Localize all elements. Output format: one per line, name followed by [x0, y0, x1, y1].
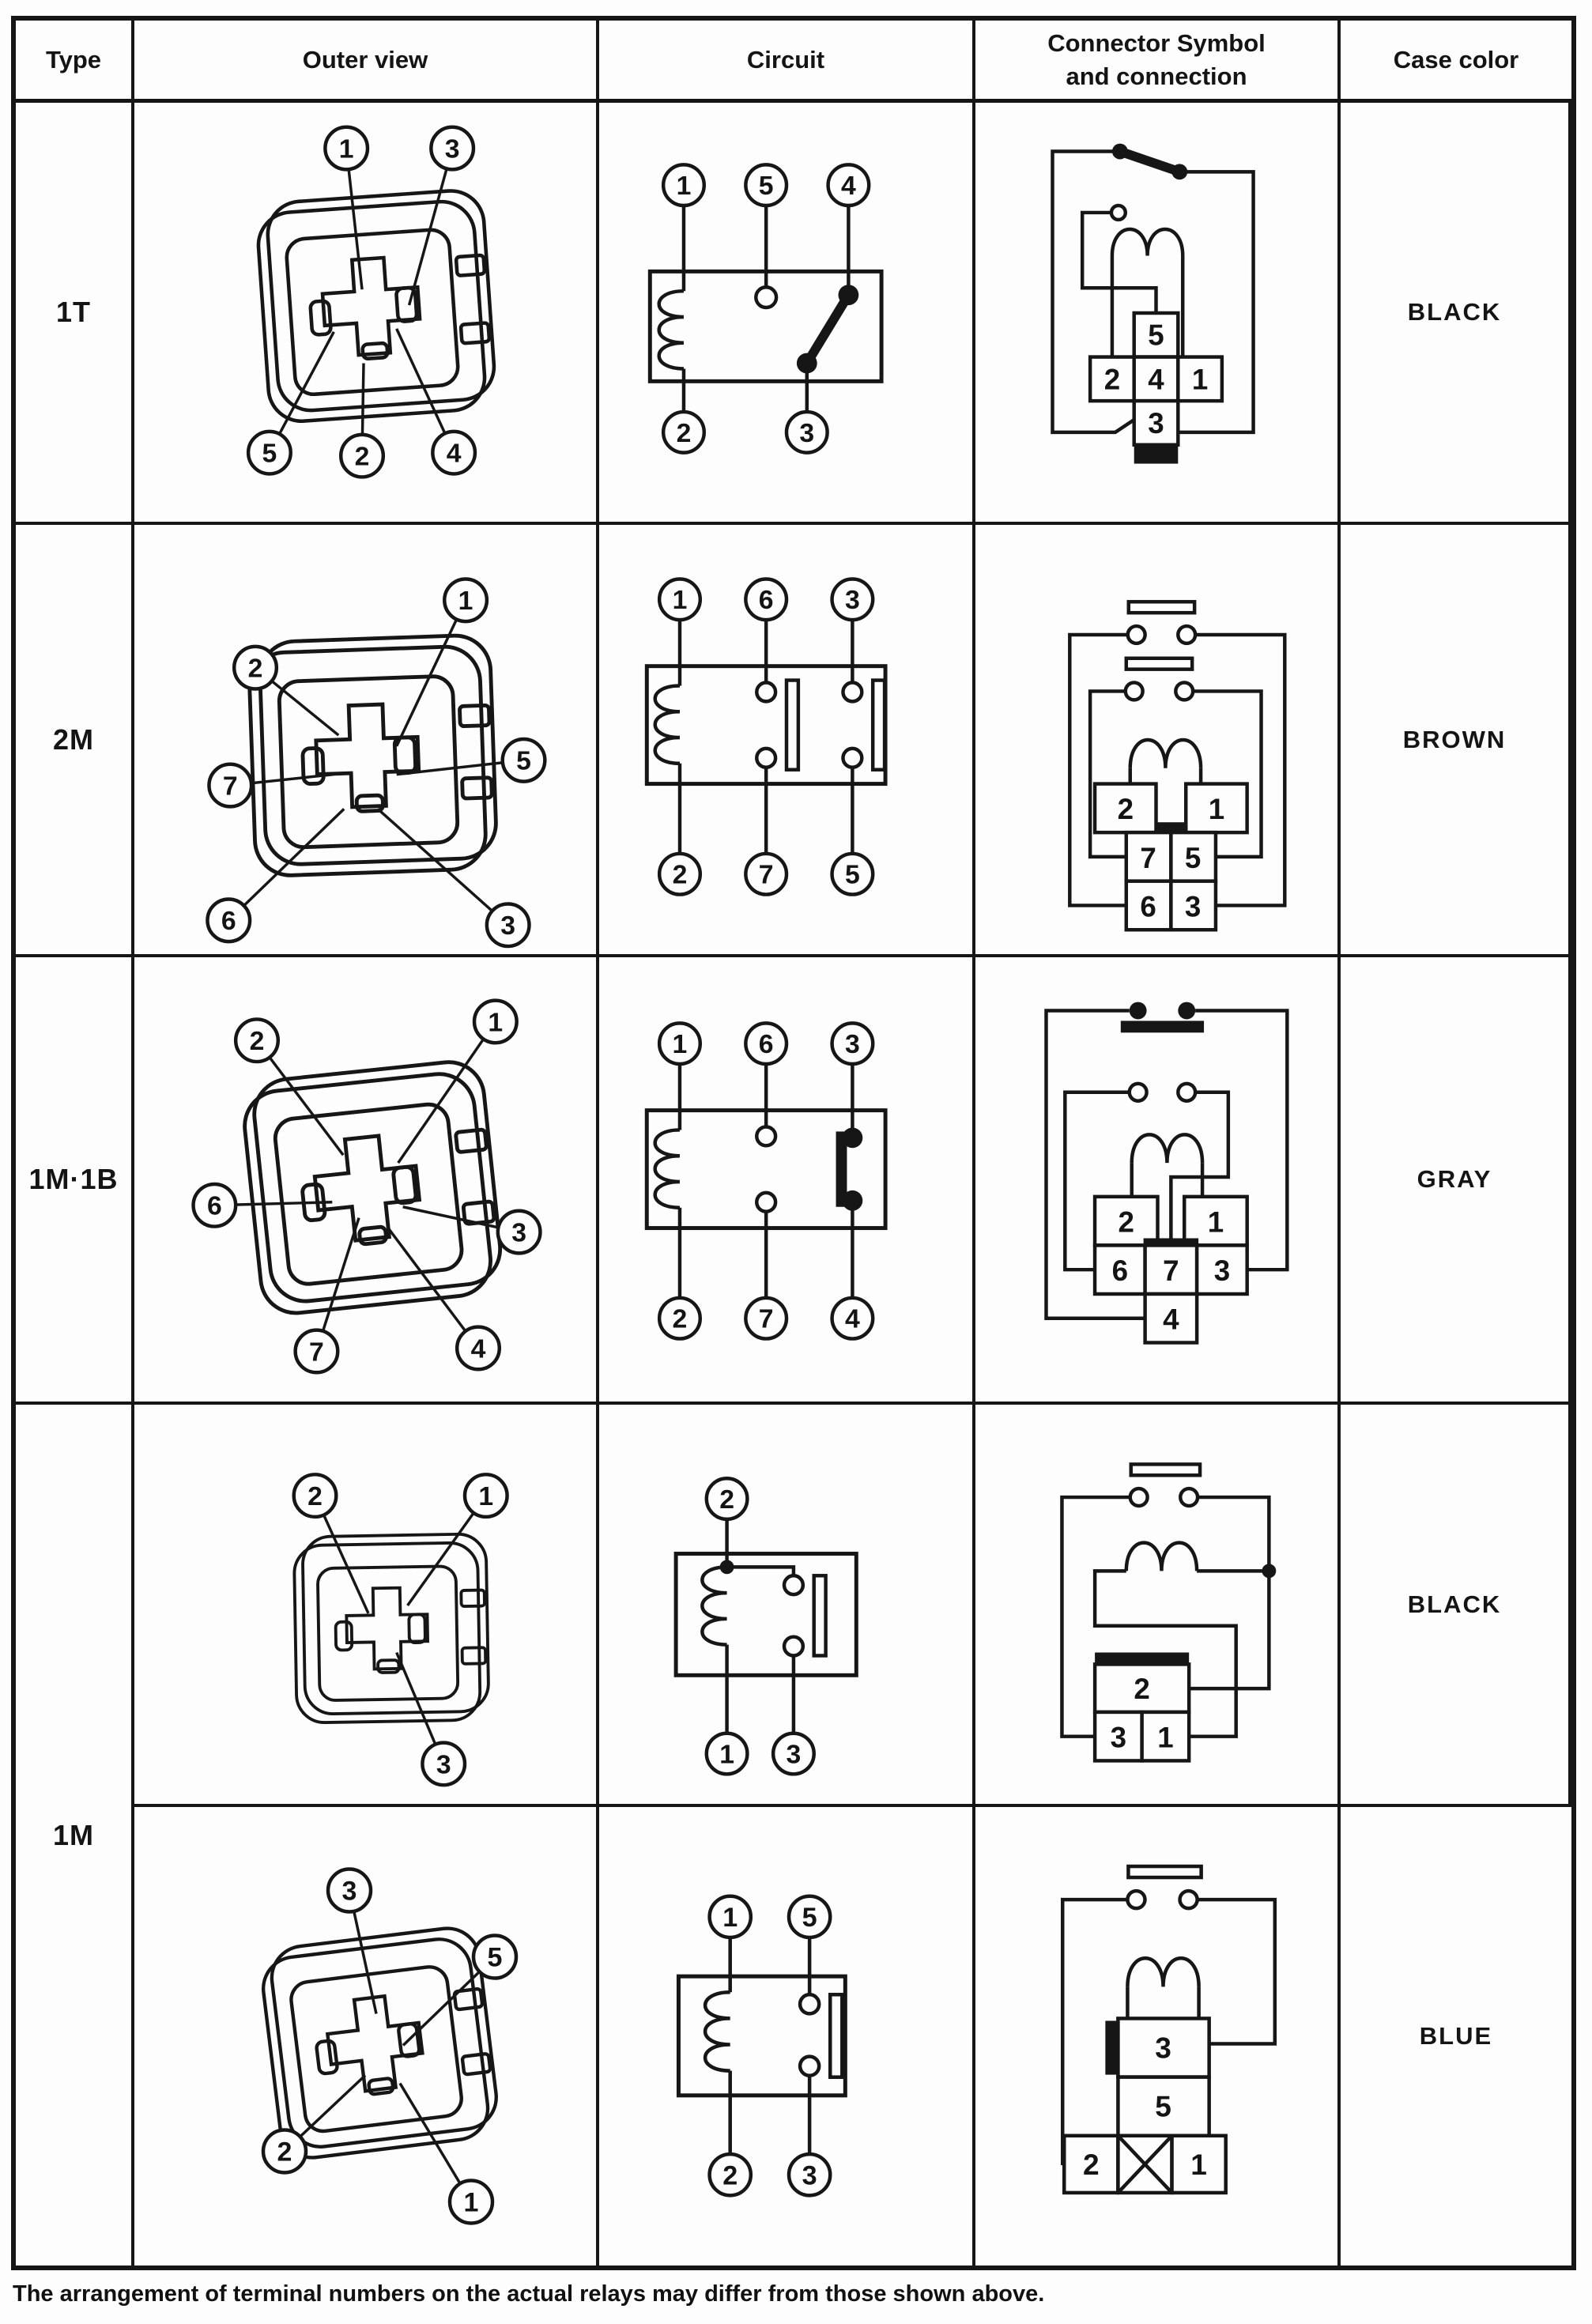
svg-text:3: 3 [786, 1739, 802, 1770]
case-color-1m1b: GRAY [1341, 957, 1571, 1405]
callout-number: 7 [309, 1337, 324, 1368]
svg-text:3: 3 [1184, 890, 1202, 923]
circuit-1m-black [599, 1405, 975, 1807]
callout-number: 2 [277, 2137, 292, 2167]
callout-number: 3 [511, 1217, 527, 1248]
svg-text:7: 7 [1140, 841, 1156, 874]
circuit-1t-drawing [599, 103, 972, 522]
outer-view-1m1b [134, 957, 599, 1405]
callout-number: 3 [341, 1876, 357, 1907]
svg-text:5: 5 [758, 171, 774, 202]
connector-1m-black [975, 1405, 1341, 1807]
callout-number: 2 [249, 1026, 265, 1057]
coil [1127, 1958, 1198, 1986]
circuit-1m-black-drawing [599, 1405, 972, 1804]
callout-number: 3 [500, 911, 516, 941]
svg-text:3: 3 [844, 585, 860, 616]
svg-text:6: 6 [1140, 890, 1156, 923]
svg-text:3: 3 [802, 2160, 817, 2191]
circuit-2m-drawing [599, 525, 972, 954]
coil [702, 1567, 726, 1644]
svg-text:1: 1 [719, 1739, 734, 1770]
connector-1t-drawing [975, 103, 1337, 522]
svg-text:2: 2 [722, 2160, 738, 2191]
svg-text:3: 3 [845, 1029, 860, 1060]
switch-blade [1120, 152, 1179, 172]
connector-2m-drawing [975, 525, 1337, 954]
svg-text:2: 2 [672, 1303, 688, 1334]
outer-view-1m1b-drawing [134, 957, 596, 1402]
svg-text:2: 2 [1103, 363, 1121, 396]
footnote: The arrangement of terminal numbers on the actual relays may differ from those shown above. [13, 2281, 1045, 2307]
svg-text:4: 4 [1148, 363, 1164, 396]
svg-text:4: 4 [845, 1303, 860, 1334]
callout-number: 1 [463, 2187, 479, 2218]
svg-text:1: 1 [722, 1902, 738, 1933]
svg-text:4: 4 [841, 171, 856, 202]
callout-number: 7 [222, 771, 238, 802]
outer-view-2m [134, 525, 599, 957]
svg-text:1: 1 [1157, 1721, 1174, 1754]
callout-number: 6 [206, 1190, 222, 1221]
callout-number: 3 [444, 134, 460, 164]
svg-text:4: 4 [1163, 1303, 1179, 1336]
connector-1m-blue [975, 1807, 1341, 2266]
coil [1126, 1543, 1197, 1571]
svg-text:7: 7 [758, 859, 774, 890]
unused-terminal-cell [1118, 2136, 1171, 2193]
svg-text:2: 2 [1118, 1205, 1134, 1239]
svg-text:2: 2 [676, 417, 692, 448]
callout-number: 1 [488, 1007, 504, 1038]
outer-view-1m-blue [134, 1807, 599, 2266]
coil [655, 686, 680, 764]
callout-number: 5 [487, 1942, 503, 1973]
connector-1m1b-drawing [975, 957, 1337, 1402]
svg-text:1: 1 [1190, 2147, 1207, 2181]
svg-text:1: 1 [676, 171, 692, 202]
svg-text:2: 2 [1083, 2147, 1100, 2181]
outer-view-1m-blue-drawing [134, 1807, 596, 2266]
key-mark [1105, 2020, 1118, 2074]
case-color-1t: BLACK [1341, 103, 1571, 525]
callout-number: 1 [458, 586, 473, 617]
svg-text:6: 6 [1111, 1254, 1129, 1288]
coil [705, 1992, 730, 2070]
svg-text:6: 6 [758, 1029, 774, 1060]
connector-1t [975, 103, 1341, 525]
callout-number: 4 [446, 438, 462, 469]
svg-text:7: 7 [758, 1303, 774, 1334]
callout-number: 1 [338, 134, 354, 164]
coil [1112, 229, 1183, 255]
callout-number: 5 [516, 745, 531, 776]
svg-text:3: 3 [1110, 1721, 1127, 1754]
circuit-1m-blue [599, 1807, 975, 2266]
connector-1m1b [975, 957, 1341, 1405]
outer-view-1m-black-drawing [134, 1405, 596, 1804]
coil [1132, 1134, 1202, 1163]
svg-text:7: 7 [1163, 1254, 1179, 1288]
callout-leader-line [378, 809, 508, 925]
type-1m-merged: 1M [16, 1405, 134, 2266]
coil [655, 1130, 680, 1207]
callout-leader-line [409, 149, 453, 306]
key-mark [1134, 445, 1179, 464]
case-color-1m-black: BLACK [1341, 1405, 1571, 1807]
callout-number: 2 [307, 1481, 323, 1511]
svg-text:2: 2 [1117, 793, 1134, 826]
circuit-1m1b-drawing [599, 957, 972, 1402]
svg-text:5: 5 [1155, 2089, 1171, 2123]
connector-1m-black-drawing [975, 1405, 1337, 1804]
circuit-1m-blue-drawing [599, 1807, 972, 2266]
callout-number: 3 [436, 1749, 451, 1780]
header-connector: Connector Symbol and connection [975, 21, 1341, 103]
svg-text:1: 1 [1208, 793, 1225, 826]
callout-number: 2 [354, 441, 370, 472]
outer-view-1m-black [134, 1405, 599, 1807]
svg-text:5: 5 [1148, 319, 1164, 352]
callout-number: 2 [247, 653, 263, 684]
svg-text:3: 3 [1155, 2031, 1171, 2065]
circuit-1m1b [599, 957, 975, 1405]
type-1t: 1T [16, 103, 134, 525]
callout-number: 5 [262, 438, 277, 469]
circuit-1t [599, 103, 975, 525]
svg-text:5: 5 [844, 859, 860, 890]
coil [1130, 740, 1201, 768]
svg-text:2: 2 [672, 859, 688, 890]
header-type: Type [16, 21, 134, 103]
callout-number: 1 [478, 1481, 494, 1511]
connector-2m [975, 525, 1341, 957]
header-outer-view: Outer view [134, 21, 599, 103]
svg-text:3: 3 [1213, 1254, 1231, 1288]
type-1m1b: 1M·1B [16, 957, 134, 1405]
svg-text:3: 3 [799, 417, 815, 448]
svg-text:1: 1 [1207, 1205, 1224, 1239]
relay-table [11, 16, 1576, 2270]
type-2m: 2M [16, 525, 134, 957]
outer-view-1t-drawing [134, 103, 596, 522]
svg-text:1: 1 [672, 1029, 688, 1060]
circuit-2m [599, 525, 975, 957]
svg-text:2: 2 [719, 1484, 734, 1515]
coil [659, 291, 684, 368]
svg-text:5: 5 [1184, 841, 1202, 874]
header-circuit: Circuit [599, 21, 975, 103]
svg-text:3: 3 [1148, 406, 1164, 440]
outer-view-1t [134, 103, 599, 525]
svg-text:5: 5 [802, 1902, 817, 1933]
callout-leader-line [398, 1021, 496, 1163]
svg-text:6: 6 [758, 585, 774, 616]
connector-1m-blue-drawing [975, 1807, 1337, 2266]
case-color-2m: BROWN [1341, 525, 1571, 957]
case-color-1m-blue: BLUE [1341, 1807, 1571, 2266]
svg-text:2: 2 [1134, 1673, 1150, 1706]
header-case-color: Case color [1341, 21, 1571, 103]
svg-text:1: 1 [1191, 363, 1209, 396]
outer-view-2m-drawing [134, 525, 596, 954]
switch-blade [807, 295, 849, 363]
callout-number: 6 [221, 906, 236, 937]
closed-contact-bar [1121, 1021, 1204, 1032]
callout-number: 4 [470, 1334, 486, 1364]
junction-dot [1262, 1564, 1276, 1578]
svg-text:1: 1 [672, 585, 688, 616]
